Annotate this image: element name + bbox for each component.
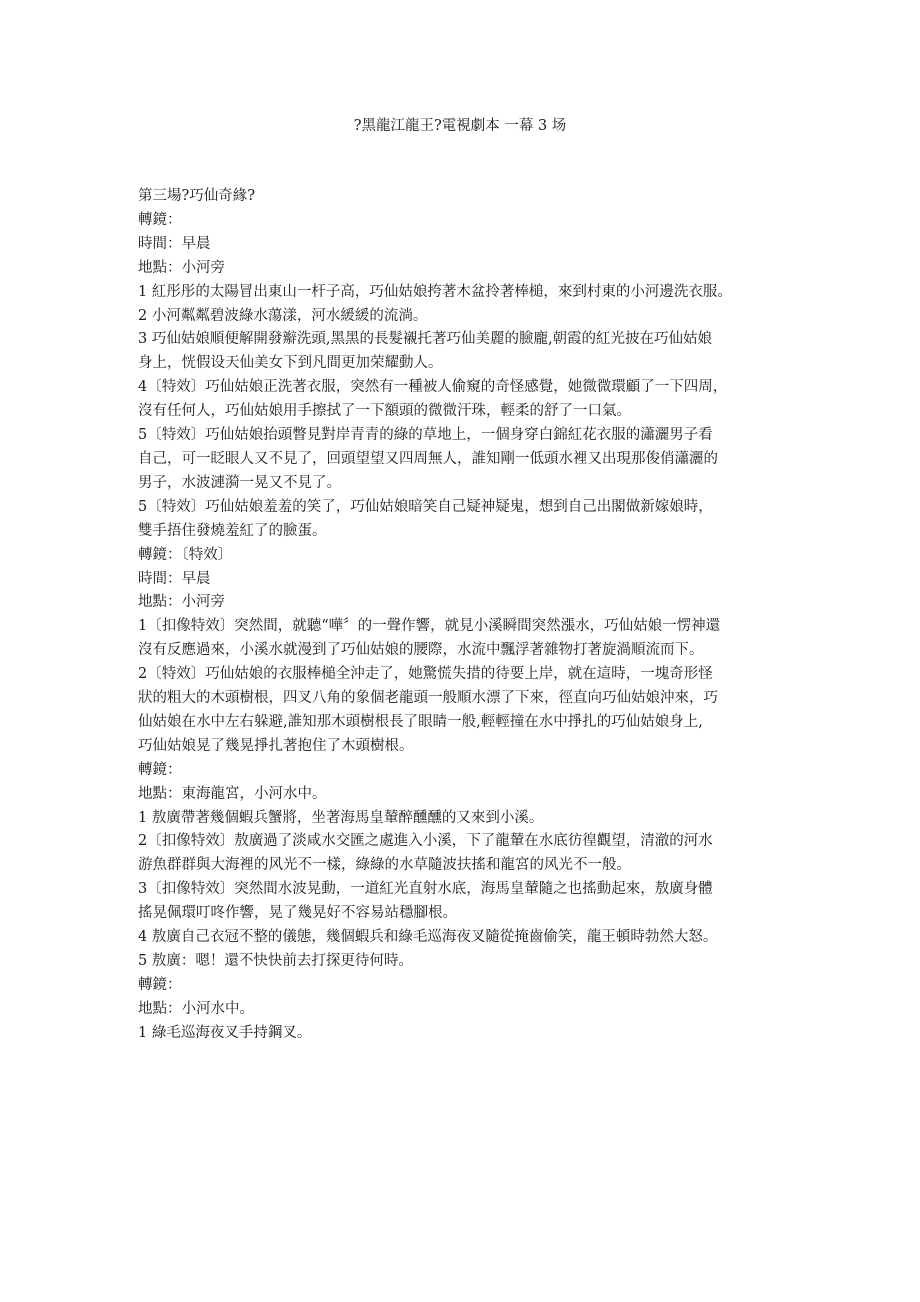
script-line: 1 紅彤彤的太陽冒出東山一杆子高，巧仙姑娘挎著木盆拎著棒槌，來到村東的小河邊洗衣服。 <box>138 283 732 300</box>
script-line: 2〔特效〕巧仙姑娘的衣服棒槌全沖走了，她驚慌失措的待要上岸，就在這時，一塊奇形怪 <box>138 666 713 683</box>
script-line: 地點：小河旁 <box>138 594 225 611</box>
script-line: 地點：小河旁 <box>138 259 225 276</box>
script-line: 5〔特效〕巧仙姑娘羞羞的笑了，巧仙姑娘暗笑自己疑神疑鬼，想到自己出閣做新嫁娘時， <box>138 498 713 515</box>
script-line: 4 敖廣自己衣冠不整的儀態，幾個蝦兵和綠毛巡海夜叉隨從掩齒偷笑，龍王頓時勃然大怒。 <box>138 929 718 946</box>
script-body <box>138 185 798 1046</box>
script-line: 沒有任何人，巧仙姑娘用手擦拭了一下額頭的微微汗珠，輕柔的舒了一口氣。 <box>138 403 631 420</box>
script-line: 搖晃佩環叮咚作響，晃了幾晃好不容易站穩腳根。 <box>138 905 457 922</box>
script-line: 轉鏡： <box>138 976 182 993</box>
script-line: 4〔特效〕巧仙姑娘正洗著衣服，突然有一種被人偷窺的奇怪感覺，她微微環顧了一下四周， <box>138 379 728 396</box>
script-line: 地點：東海龍宮，小河水中。 <box>138 785 327 802</box>
script-line: 游魚群群與大海裡的风光不一樣，綠綠的水草隨波扶搖和龍宮的风光不一般。 <box>138 857 631 874</box>
script-line: 轉鏡： <box>138 761 182 778</box>
script-line: 身上，恍假设天仙美女下到凡間更加荣耀動人。 <box>138 355 443 372</box>
script-line: 時間：早晨 <box>138 570 211 587</box>
script-line: 地點：小河水中。 <box>138 1000 254 1017</box>
script-line: 5 敖廣：嗯！還不快快前去打探更待何時。 <box>138 953 413 969</box>
script-line: 第三場?巧仙奇緣? <box>138 188 256 204</box>
script-line: 1〔扣像特效〕突然間，就聽“嘩〞的一聲作響，就見小溪瞬間突然漲水，巧仙姑娘一愣神還 <box>138 618 721 635</box>
script-line: 3 巧仙姑娘順便解開發辮洗頭,黑黑的長髮襯托著巧仙美麗的臉龐,朝霞的紅光披在巧仙姑娘 <box>138 331 713 348</box>
script-line: 沒有反應過來，小溪水就漫到了巧仙姑娘的腰際，水流中飄浮著雜物打著旋渦順流而下。 <box>138 642 704 659</box>
script-line: 2 小河粼粼碧波綠水蕩漾，河水緩緩的流淌。 <box>138 307 428 324</box>
script-line: 狀的粗大的木頭樹根，四叉八角的象個老龍頭一般順水漂了下來，徑直向巧仙姑娘沖來，巧 <box>138 690 718 707</box>
script-line: 巧仙姑娘晃了幾晃掙扎著抱住了木頭樹根。 <box>138 737 414 754</box>
script-line: 仙姑娘在水中左右躲避,誰知那木頭樹根長了眼睛一般,輕輕撞在水中掙扎的巧仙姑娘身上, <box>138 713 703 730</box>
script-line: 時間：早晨 <box>138 235 211 252</box>
script-line: 雙手捂住發燒羞紅了的臉蛋。 <box>138 522 327 539</box>
document-title: ?黑龍江龍王?電視劇本 一幕 3 场 <box>353 118 567 134</box>
script-line: 自己，可一眨眼人又不見了，回頭望望又四周無人，誰知剛一低頭水裡又出現那俊俏瀟灑的 <box>138 450 718 467</box>
script-line: 1 敖廣帶著幾個蝦兵蟹將，坐著海馬皇輦醉醺醺的又來到小溪。 <box>138 809 544 826</box>
script-line: 轉鏡： <box>138 211 182 228</box>
script-line: 3〔扣像特效〕突然間水波晃動，一道紅光直射水底，海馬皇輦隨之也搖動起來，敖廣身體 <box>138 881 713 898</box>
script-line: 男子，水波漣漪一晃又不見了。 <box>138 474 341 491</box>
script-line: 1 綠毛巡海夜叉手持鋼叉。 <box>138 1024 312 1041</box>
script-line: 5〔特效〕巧仙姑娘抬頭瞥見對岸青青的綠的草地上，一個身穿白錦紅花衣服的瀟灑男子看 <box>138 427 713 444</box>
script-line: 轉鏡：〔特效〕 <box>138 546 233 563</box>
script-line: 2〔扣像特效〕敖廣過了淡咸水交匯之處進入小溪，下了龍輦在水底彷徨觀望，清澈的河水 <box>138 833 713 850</box>
